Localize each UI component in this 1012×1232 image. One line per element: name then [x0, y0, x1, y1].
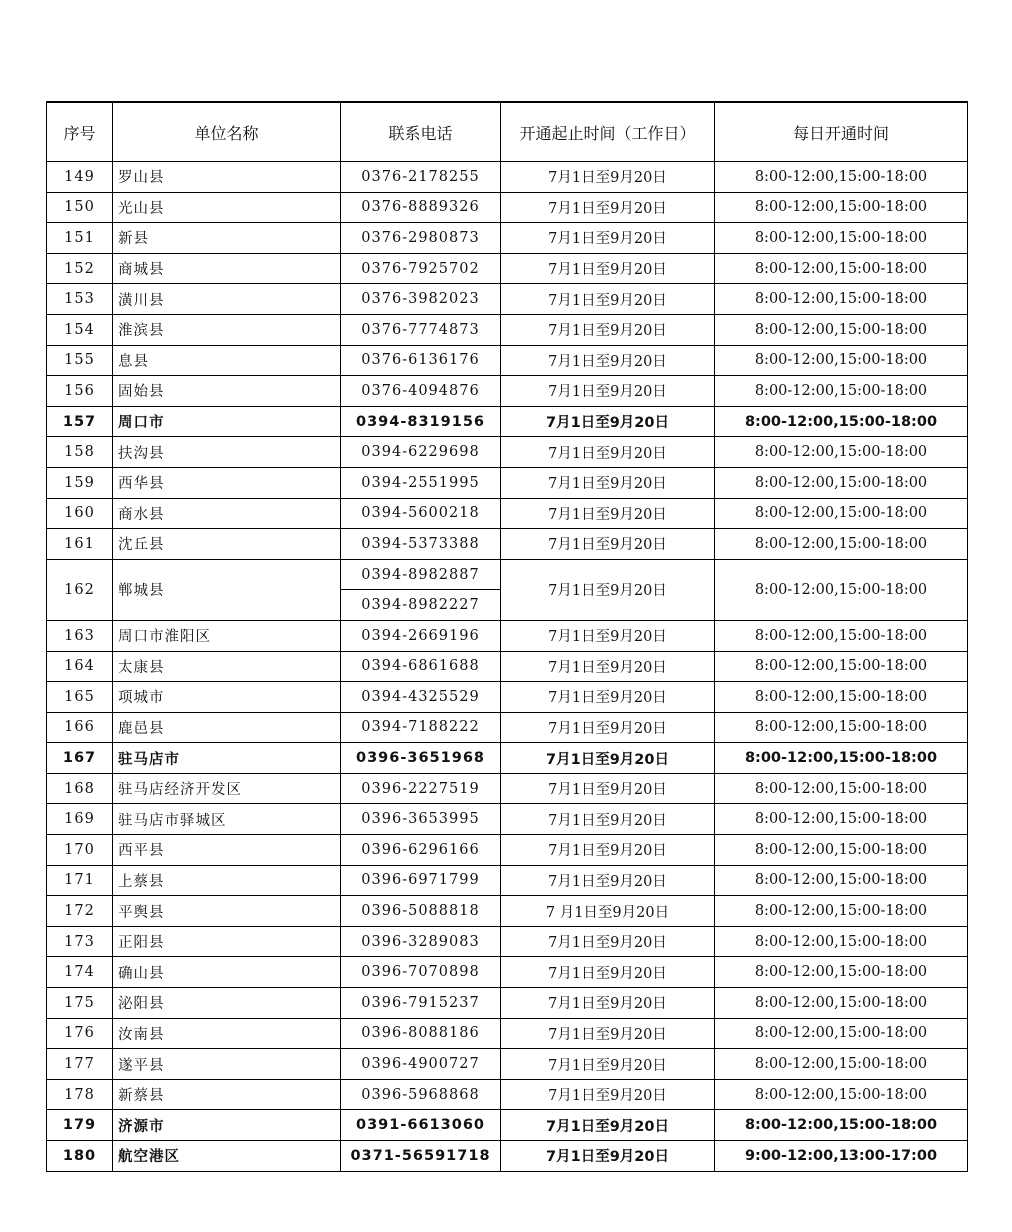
period-cell: 7月1日至9月20日 [501, 682, 715, 713]
table-row [47, 437, 968, 468]
row-number-cell: 169 [47, 804, 113, 835]
table-row [47, 192, 968, 223]
phone-cell: 0396-5968868 [341, 1079, 501, 1110]
period-cell: 7月1日至9月20日 [501, 773, 715, 804]
phone-cell: 0391-6613060 [341, 1110, 501, 1141]
unit-name-cell: 济源市 [113, 1110, 341, 1141]
phone-cell: 0396-3289083 [341, 926, 501, 957]
unit-name-cell: 商城县 [113, 253, 341, 284]
phone-cell: 0376-8889326 [341, 192, 501, 223]
row-number-cell: 176 [47, 1018, 113, 1049]
row-number-cell: 150 [47, 192, 113, 223]
table-row [47, 804, 968, 835]
phone-cell: 0376-4094876 [341, 376, 501, 407]
daily-hours-cell: 8:00-12:00,15:00-18:00 [715, 896, 968, 927]
row-number-cell: 174 [47, 957, 113, 988]
row-number-cell: 173 [47, 926, 113, 957]
unit-name-cell: 周口市淮阳区 [113, 620, 341, 651]
contacts-table [46, 101, 968, 1172]
unit-name-cell: 驻马店市 [113, 743, 341, 774]
phone-cell: 0376-2980873 [341, 223, 501, 254]
row-number-cell: 160 [47, 498, 113, 529]
header-row [47, 102, 968, 162]
period-cell: 7月1日至9月20日 [501, 498, 715, 529]
row-number-cell: 155 [47, 345, 113, 376]
table-row [47, 1141, 968, 1172]
table-row [47, 682, 968, 713]
unit-name-cell: 上蔡县 [113, 865, 341, 896]
phone-cell: 0376-7774873 [341, 314, 501, 345]
row-number-cell: 153 [47, 284, 113, 315]
phone-cell-secondary: 0394-8982227 [341, 590, 501, 621]
row-number-cell: 157 [47, 406, 113, 437]
phone-cell: 0394-5373388 [341, 529, 501, 560]
phone-cell: 0396-3653995 [341, 804, 501, 835]
row-number-cell: 165 [47, 682, 113, 713]
phone-cell: 0394-6229698 [341, 437, 501, 468]
daily-hours-cell: 8:00-12:00,15:00-18:00 [715, 192, 968, 223]
unit-name-cell: 汝南县 [113, 1018, 341, 1049]
daily-hours-cell: 8:00-12:00,15:00-18:00 [715, 284, 968, 315]
daily-hours-cell: 8:00-12:00,15:00-18:00 [715, 957, 968, 988]
table-row [47, 162, 968, 193]
unit-name-cell: 息县 [113, 345, 341, 376]
phone-cell: 0396-2227519 [341, 773, 501, 804]
row-number-cell: 172 [47, 896, 113, 927]
table-row [47, 1018, 968, 1049]
daily-hours-cell: 8:00-12:00,15:00-18:00 [715, 253, 968, 284]
phone-cell: 0396-3651968 [341, 743, 501, 774]
phone-cell: 0376-7925702 [341, 253, 501, 284]
period-cell: 7月1日至9月20日 [501, 651, 715, 682]
period-cell: 7月1日至9月20日 [501, 1141, 715, 1172]
table-header [47, 102, 968, 162]
table-body [47, 162, 968, 1172]
daily-hours-cell: 8:00-12:00,15:00-18:00 [715, 651, 968, 682]
period-cell: 7月1日至9月20日 [501, 345, 715, 376]
header-cell-period: 开通起止时间（工作日） [501, 102, 715, 162]
row-number-cell: 154 [47, 314, 113, 345]
period-cell: 7月1日至9月20日 [501, 1079, 715, 1110]
table-row [47, 467, 968, 498]
phone-cell: 0394-5600218 [341, 498, 501, 529]
row-number-cell: 151 [47, 223, 113, 254]
period-cell: 7月1日至9月20日 [501, 223, 715, 254]
daily-hours-cell: 8:00-12:00,15:00-18:00 [715, 1049, 968, 1080]
unit-name-cell: 固始县 [113, 376, 341, 407]
daily-hours-cell: 8:00-12:00,15:00-18:00 [715, 743, 968, 774]
phone-cell: 0394-2551995 [341, 467, 501, 498]
period-cell: 7月1日至9月20日 [501, 253, 715, 284]
period-cell: 7月1日至9月20日 [501, 620, 715, 651]
daily-hours-cell: 8:00-12:00,15:00-18:00 [715, 1079, 968, 1110]
period-cell: 7月1日至9月20日 [501, 437, 715, 468]
phone-cell: 0394-2669196 [341, 620, 501, 651]
unit-name-cell: 西平县 [113, 835, 341, 866]
daily-hours-cell: 8:00-12:00,15:00-18:00 [715, 345, 968, 376]
unit-name-cell: 周口市 [113, 406, 341, 437]
unit-name-cell: 西华县 [113, 467, 341, 498]
daily-hours-cell: 8:00-12:00,15:00-18:00 [715, 406, 968, 437]
table-row [47, 773, 968, 804]
unit-name-cell: 航空港区 [113, 1141, 341, 1172]
phone-cell: 0396-8088186 [341, 1018, 501, 1049]
period-cell: 7月1日至9月20日 [501, 835, 715, 866]
unit-name-cell: 项城市 [113, 682, 341, 713]
period-cell: 7月1日至9月20日 [501, 376, 715, 407]
row-number-cell: 162 [47, 559, 113, 620]
daily-hours-cell: 8:00-12:00,15:00-18:00 [715, 223, 968, 254]
unit-name-cell: 淮滨县 [113, 314, 341, 345]
table-row [47, 1079, 968, 1110]
period-cell: 7月1日至9月20日 [501, 865, 715, 896]
table-row [47, 896, 968, 927]
unit-name-cell: 潢川县 [113, 284, 341, 315]
period-cell: 7月1日至9月20日 [501, 1018, 715, 1049]
table-row [47, 620, 968, 651]
daily-hours-cell: 8:00-12:00,15:00-18:00 [715, 467, 968, 498]
unit-name-cell: 沈丘县 [113, 529, 341, 560]
row-number-cell: 163 [47, 620, 113, 651]
daily-hours-cell: 9:00-12:00,13:00-17:00 [715, 1141, 968, 1172]
row-number-cell: 156 [47, 376, 113, 407]
unit-name-cell: 驻马店市驿城区 [113, 804, 341, 835]
daily-hours-cell: 8:00-12:00,15:00-18:00 [715, 376, 968, 407]
table-row [47, 314, 968, 345]
phone-cell: 0396-6296166 [341, 835, 501, 866]
phone-cell: 0394-6861688 [341, 651, 501, 682]
period-cell: 7月1日至9月20日 [501, 957, 715, 988]
row-number-cell: 178 [47, 1079, 113, 1110]
unit-name-cell: 平舆县 [113, 896, 341, 927]
daily-hours-cell: 8:00-12:00,15:00-18:00 [715, 712, 968, 743]
unit-name-cell: 遂平县 [113, 1049, 341, 1080]
unit-name-cell: 郸城县 [113, 559, 341, 620]
period-cell: 7月1日至9月20日 [501, 192, 715, 223]
table-row [47, 284, 968, 315]
period-cell: 7月1日至9月20日 [501, 529, 715, 560]
unit-name-cell: 商水县 [113, 498, 341, 529]
phone-cell: 0396-7070898 [341, 957, 501, 988]
unit-name-cell: 正阳县 [113, 926, 341, 957]
table-row [47, 957, 968, 988]
table-row [47, 712, 968, 743]
daily-hours-cell: 8:00-12:00,15:00-18:00 [715, 620, 968, 651]
daily-hours-cell: 8:00-12:00,15:00-18:00 [715, 1018, 968, 1049]
daily-hours-cell: 8:00-12:00,15:00-18:00 [715, 682, 968, 713]
table-row [47, 498, 968, 529]
row-number-cell: 159 [47, 467, 113, 498]
row-number-cell: 179 [47, 1110, 113, 1141]
row-number-cell: 177 [47, 1049, 113, 1080]
unit-name-cell: 扶沟县 [113, 437, 341, 468]
period-cell: 7月1日至9月20日 [501, 162, 715, 193]
row-number-cell: 158 [47, 437, 113, 468]
daily-hours-cell: 8:00-12:00,15:00-18:00 [715, 437, 968, 468]
daily-hours-cell: 8:00-12:00,15:00-18:00 [715, 314, 968, 345]
unit-name-cell: 泌阳县 [113, 988, 341, 1019]
row-number-cell: 164 [47, 651, 113, 682]
table-row [47, 253, 968, 284]
period-cell: 7月1日至9月20日 [501, 559, 715, 620]
unit-name-cell: 确山县 [113, 957, 341, 988]
phone-cell: 0394-7188222 [341, 712, 501, 743]
table-row [47, 1049, 968, 1080]
daily-hours-cell: 8:00-12:00,15:00-18:00 [715, 1110, 968, 1141]
row-number-cell: 175 [47, 988, 113, 1019]
phone-cell: 0394-8319156 [341, 406, 501, 437]
daily-hours-cell: 8:00-12:00,15:00-18:00 [715, 988, 968, 1019]
period-cell: 7月1日至9月20日 [501, 804, 715, 835]
daily-hours-cell: 8:00-12:00,15:00-18:00 [715, 835, 968, 866]
period-cell: 7月1日至9月20日 [501, 988, 715, 1019]
period-cell: 7月1日至9月20日 [501, 712, 715, 743]
phone-cell: 0396-7915237 [341, 988, 501, 1019]
daily-hours-cell: 8:00-12:00,15:00-18:00 [715, 773, 968, 804]
row-number-cell: 180 [47, 1141, 113, 1172]
table-row [47, 559, 968, 590]
unit-name-cell: 新县 [113, 223, 341, 254]
unit-name-cell: 驻马店经济开发区 [113, 773, 341, 804]
table-row [47, 376, 968, 407]
unit-name-cell: 光山县 [113, 192, 341, 223]
table-row [47, 926, 968, 957]
table-row [47, 988, 968, 1019]
period-cell: 7月1日至9月20日 [501, 314, 715, 345]
period-cell: 7月1日至9月20日 [501, 284, 715, 315]
unit-name-cell: 罗山县 [113, 162, 341, 193]
daily-hours-cell: 8:00-12:00,15:00-18:00 [715, 498, 968, 529]
period-cell: 7月1日至9月20日 [501, 406, 715, 437]
row-number-cell: 152 [47, 253, 113, 284]
row-number-cell: 168 [47, 773, 113, 804]
phone-cell: 0396-6971799 [341, 865, 501, 896]
header-cell-unit-name: 单位名称 [113, 102, 341, 162]
phone-cell: 0394-4325529 [341, 682, 501, 713]
row-number-cell: 167 [47, 743, 113, 774]
phone-cell: 0376-3982023 [341, 284, 501, 315]
table-row [47, 529, 968, 560]
daily-hours-cell: 8:00-12:00,15:00-18:00 [715, 865, 968, 896]
phone-cell: 0396-4900727 [341, 1049, 501, 1080]
table-row [47, 865, 968, 896]
unit-name-cell: 鹿邑县 [113, 712, 341, 743]
table-row [47, 223, 968, 254]
table-row [47, 835, 968, 866]
daily-hours-cell: 8:00-12:00,15:00-18:00 [715, 926, 968, 957]
row-number-cell: 166 [47, 712, 113, 743]
period-cell: 7月1日至9月20日 [501, 467, 715, 498]
phone-cell: 0376-2178255 [341, 162, 501, 193]
phone-cell: 0376-6136176 [341, 345, 501, 376]
daily-hours-cell: 8:00-12:00,15:00-18:00 [715, 162, 968, 193]
period-cell: 7月1日至9月20日 [501, 1049, 715, 1080]
header-cell-phone: 联系电话 [341, 102, 501, 162]
daily-hours-cell: 8:00-12:00,15:00-18:00 [715, 559, 968, 620]
unit-name-cell: 太康县 [113, 651, 341, 682]
phone-cell: 0371-56591718 [341, 1141, 501, 1172]
period-cell: 7月1日至9月20日 [501, 926, 715, 957]
table-row [47, 743, 968, 774]
unit-name-cell: 新蔡县 [113, 1079, 341, 1110]
table-row [47, 651, 968, 682]
table-row [47, 1110, 968, 1141]
row-number-cell: 170 [47, 835, 113, 866]
row-number-cell: 161 [47, 529, 113, 560]
period-cell: 7月1日至9月20日 [501, 743, 715, 774]
daily-hours-cell: 8:00-12:00,15:00-18:00 [715, 529, 968, 560]
table-row [47, 406, 968, 437]
header-cell-daily-hours: 每日开通时间 [715, 102, 968, 162]
table-row [47, 345, 968, 376]
phone-cell: 0394-8982887 [341, 559, 501, 590]
daily-hours-cell: 8:00-12:00,15:00-18:00 [715, 804, 968, 835]
phone-cell: 0396-5088818 [341, 896, 501, 927]
period-cell: 7月1日至9月20日 [501, 1110, 715, 1141]
row-number-cell: 149 [47, 162, 113, 193]
period-cell: 7 月1日至9月20日 [501, 896, 715, 927]
row-number-cell: 171 [47, 865, 113, 896]
header-cell-number: 序号 [47, 102, 113, 162]
